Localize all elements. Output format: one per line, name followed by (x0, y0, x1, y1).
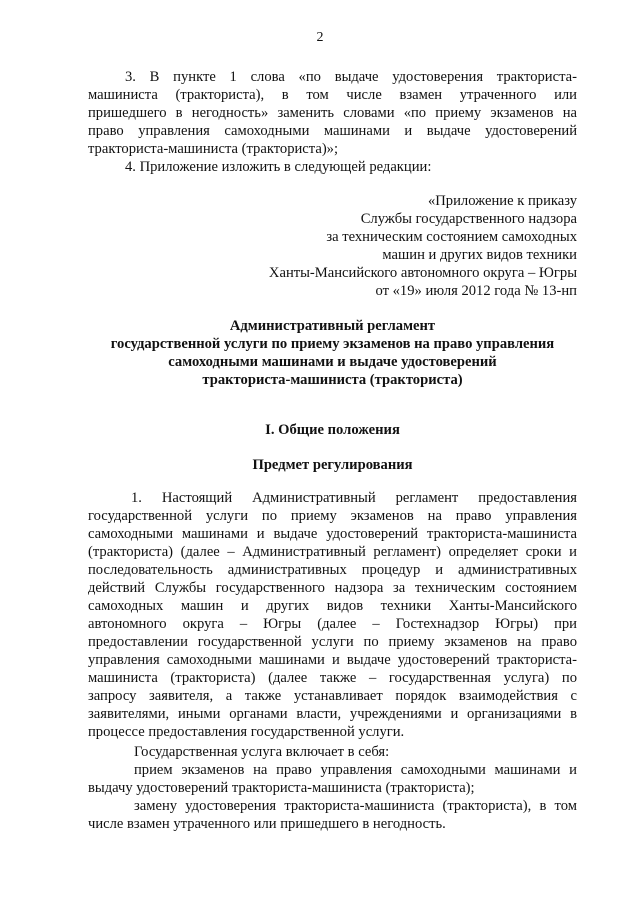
appendix-header-line: Ханты-Мансийского автономного округа – Югры (268, 265, 577, 281)
text-line: последовательность административных процедур и административных (88, 562, 577, 578)
text-line: процессе предоставления государственной услуги. (88, 724, 405, 740)
text-line: самоходных машин и других видов техники Ханты-Мансийского (88, 598, 577, 614)
text-line: числе взамен утраченного или пришедшего в негодность. (88, 816, 446, 832)
regulation-title: Административный регламент (229, 318, 436, 334)
text-line: выдачу удостоверений тракториста-машиниста (тракториста); (88, 780, 475, 796)
text-line: замену удостоверения тракториста-машиниста (тракториста), в том (134, 798, 577, 814)
text-line: прием экзаменов на право управления самоходными машинами и (134, 762, 577, 778)
text-line: предоставлении государственной услуги по приему экзаменов на право (88, 634, 577, 650)
text-line: самоходными машинами и выдаче удостоверений тракториста-машиниста (88, 526, 577, 542)
appendix-header-line: Службы государственного надзора (360, 211, 577, 227)
text-line: машиниста (тракториста) (далее также – государственная услуга) по (88, 670, 577, 686)
subsection-heading: Предмет регулирования (252, 457, 413, 473)
appendix-header-line: «Приложение к приказу (427, 193, 577, 209)
regulation-title: государственной услуги по приему экзаменов на право управления (110, 336, 555, 352)
text-line: пришедшего в негодность» заменить словами «по приему экзаменов на (88, 105, 577, 121)
text-line: автономного округа – Югры (далее – Гостехнадзор Югры) при (88, 616, 577, 632)
appendix-header-line: за техническим состоянием самоходных (326, 229, 577, 245)
section-heading: I. Общие положения (265, 422, 400, 438)
text-line: государственной услуги по приему экзаменов на право управления (88, 508, 577, 524)
appendix-header-line: от «19» июля 2012 года № 13-нп (375, 283, 577, 299)
text-line: заявителями, иными органами власти, учреждениями и организациями в (88, 706, 577, 722)
text-line: запросу заявителя, а также устанавливает порядок взаимодействия с (88, 688, 577, 704)
regulation-title: самоходными машинами и выдаче удостоверений (168, 354, 497, 370)
text-line: машиниста (тракториста), в том числе взамен утраченного или (88, 87, 577, 103)
page-number: 2 (316, 30, 324, 45)
text-line: 3. В пункте 1 слова «по выдаче удостоверения тракториста- (125, 69, 577, 85)
text-line: 4. Приложение изложить в следующей редакции: (125, 159, 432, 175)
text-line: действий Службы государственного надзора за техническим состоянием (88, 580, 577, 596)
regulation-title: тракториста-машиниста (тракториста) (202, 372, 463, 388)
text-line: Государственная услуга включает в себя: (134, 744, 390, 760)
text-line: 1. Настоящий Административный регламент предоставления (131, 490, 577, 506)
text-line: право управления самоходными машинами и выдаче удостоверений (88, 123, 577, 139)
text-line: управления самоходными машинами и выдаче удостоверений тракториста- (88, 652, 577, 668)
text-line: тракториста-машиниста (тракториста)»; (88, 141, 339, 157)
text-line: (тракториста) (далее – Административный регламент) определяет сроки и (88, 544, 577, 560)
appendix-header-line: машин и других видов техники (382, 247, 577, 263)
